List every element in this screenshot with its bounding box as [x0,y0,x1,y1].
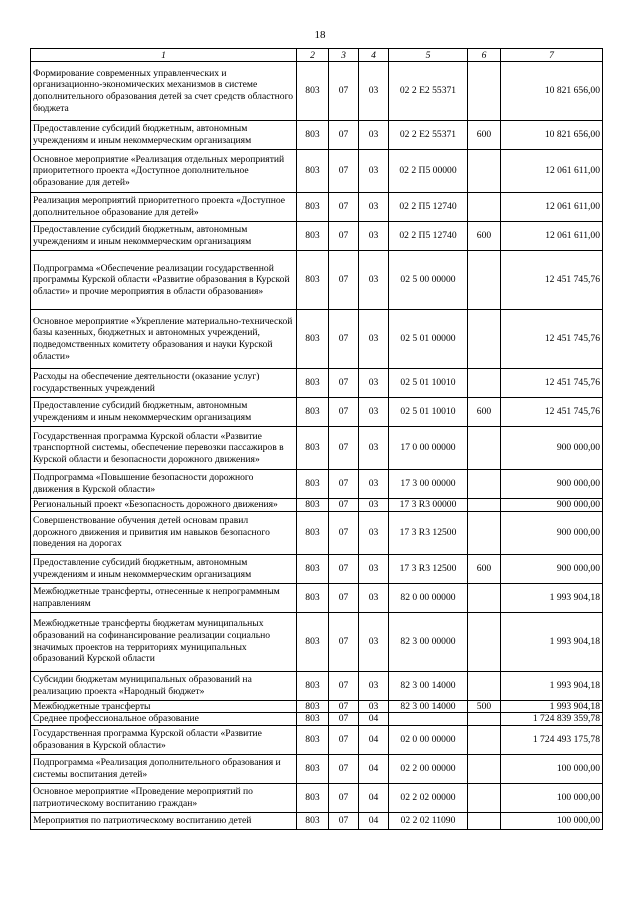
cell-sum: 1 993 904,18 [501,700,603,713]
cell-name: Подпрограмма «Повышение безопасности дорожного движения в Курской области» [31,470,297,499]
cell-pr: 03 [359,554,389,583]
column-number: 1 [31,49,297,62]
cell-sum: 12 061 611,00 [501,222,603,251]
cell-csr: 82 3 00 00000 [389,612,468,671]
cell-pr: 03 [359,121,389,150]
table-row [31,583,603,612]
cell-rz: 07 [329,612,359,671]
cell-vr [468,783,501,812]
cell-glava: 803 [297,511,329,554]
cell-csr: 02 2 00 00000 [389,754,468,783]
cell-name: Среднее профессиональное образование [31,713,297,726]
cell-pr: 03 [359,150,389,193]
cell-rz: 07 [329,812,359,829]
cell-sum: 1 724 493 175,78 [501,725,603,754]
cell-pr: 04 [359,812,389,829]
cell-vr: 600 [468,554,501,583]
cell-vr: 600 [468,222,501,251]
cell-vr [468,62,501,121]
cell-name: Межбюджетные трансферты [31,700,297,713]
cell-rz: 07 [329,700,359,713]
cell-pr: 03 [359,310,389,369]
table-row [31,499,603,512]
cell-sum: 12 061 611,00 [501,193,603,222]
cell-name: Подпрограмма «Обеспечение реализации государственной программы Курской области «Развитие образования в Курской области» и прочие мероприятия в области образования» [31,251,297,310]
table-row [31,310,603,369]
cell-rz: 07 [329,121,359,150]
cell-csr: 02 5 01 00000 [389,310,468,369]
cell-sum: 12 451 745,76 [501,310,603,369]
cell-rz: 07 [329,310,359,369]
cell-pr: 03 [359,470,389,499]
cell-rz: 07 [329,754,359,783]
cell-glava: 803 [297,310,329,369]
cell-rz: 07 [329,222,359,251]
cell-csr: 17 3 R3 12500 [389,511,468,554]
cell-name: Субсидии бюджетам муниципальных образований на реализацию проекта «Народный бюджет» [31,671,297,700]
table-row [31,62,603,121]
cell-sum: 1 993 904,18 [501,612,603,671]
cell-glava: 803 [297,713,329,726]
cell-sum: 900 000,00 [501,499,603,512]
cell-name: Реализация мероприятий приоритетного проекта «Доступное дополнительное образование для детей» [31,193,297,222]
cell-name: Основное мероприятие «Проведение мероприятий по патриотическому воспитанию граждан» [31,783,297,812]
cell-rz: 07 [329,499,359,512]
cell-vr [468,427,501,470]
cell-vr: 600 [468,121,501,150]
cell-glava: 803 [297,251,329,310]
cell-sum: 10 821 656,00 [501,121,603,150]
cell-rz: 07 [329,251,359,310]
cell-name: Формирование современных управленческих и организационно-экономических механизмов в системе дополнительного образования детей за счет средств областного бюджета [31,62,297,121]
cell-rz: 07 [329,369,359,398]
cell-glava: 803 [297,812,329,829]
cell-pr: 03 [359,671,389,700]
budget-table [30,48,603,830]
cell-sum: 12 451 745,76 [501,398,603,427]
cell-glava: 803 [297,700,329,713]
table-row [31,511,603,554]
cell-pr: 04 [359,713,389,726]
table-row [31,612,603,671]
cell-csr: 17 3 R3 00000 [389,499,468,512]
table-row [31,251,603,310]
cell-vr: 600 [468,398,501,427]
cell-glava: 803 [297,583,329,612]
column-number: 3 [329,49,359,62]
cell-glava: 803 [297,193,329,222]
table-row [31,700,603,713]
column-number: 6 [468,49,501,62]
cell-name: Предоставление субсидий бюджетным, автономным учреждениям и иным некоммерческим организациям [31,222,297,251]
cell-csr: 02 2 02 00000 [389,783,468,812]
cell-csr [389,713,468,726]
cell-rz: 07 [329,713,359,726]
cell-name: Региональный проект «Безопасность дорожного движения» [31,499,297,512]
cell-glava: 803 [297,671,329,700]
cell-rz: 07 [329,398,359,427]
cell-vr [468,612,501,671]
cell-pr: 04 [359,783,389,812]
cell-vr [468,470,501,499]
cell-sum: 10 821 656,00 [501,62,603,121]
table-row [31,671,603,700]
cell-glava: 803 [297,121,329,150]
cell-sum: 1 724 839 359,78 [501,713,603,726]
cell-glava: 803 [297,398,329,427]
cell-pr: 03 [359,511,389,554]
cell-csr: 02 0 00 00000 [389,725,468,754]
table-row [31,754,603,783]
cell-name: Мероприятия по патриотическому воспитанию детей [31,812,297,829]
cell-rz: 07 [329,150,359,193]
cell-pr: 03 [359,398,389,427]
cell-glava: 803 [297,369,329,398]
cell-name: Предоставление субсидий бюджетным, автономным учреждениям и иным некоммерческим организациям [31,398,297,427]
cell-name: Межбюджетные трансферты бюджетам муниципальных образований на софинансирование реализации социально значимых проектов на территориях муниципальных образований Курской области [31,612,297,671]
cell-glava: 803 [297,754,329,783]
cell-sum: 900 000,00 [501,554,603,583]
cell-pr: 03 [359,251,389,310]
cell-vr [468,671,501,700]
cell-sum: 100 000,00 [501,754,603,783]
cell-vr [468,193,501,222]
cell-vr [468,369,501,398]
cell-name: Предоставление субсидий бюджетным, автономным учреждениям и иным некоммерческим организациям [31,121,297,150]
cell-rz: 07 [329,783,359,812]
table-row [31,783,603,812]
cell-glava: 803 [297,783,329,812]
cell-glava: 803 [297,222,329,251]
cell-glava: 803 [297,554,329,583]
cell-pr: 03 [359,700,389,713]
cell-pr: 03 [359,193,389,222]
cell-name: Государственная программа Курской области «Развитие образования в Курской области» [31,725,297,754]
cell-vr [468,725,501,754]
cell-sum: 100 000,00 [501,812,603,829]
cell-pr: 04 [359,725,389,754]
cell-sum: 1 993 904,18 [501,671,603,700]
cell-rz: 07 [329,583,359,612]
cell-name: Подпрограмма «Реализация дополнительного образования и системы воспитания детей» [31,754,297,783]
cell-rz: 07 [329,725,359,754]
cell-csr: 02 2 П5 12740 [389,222,468,251]
table-row [31,713,603,726]
cell-pr: 03 [359,222,389,251]
table-row [31,725,603,754]
cell-rz: 07 [329,671,359,700]
table-row [31,222,603,251]
cell-csr: 02 5 01 10010 [389,398,468,427]
cell-vr [468,251,501,310]
table-row [31,812,603,829]
cell-rz: 07 [329,554,359,583]
cell-csr: 82 3 00 14000 [389,671,468,700]
cell-name: Государственная программа Курской области «Развитие транспортной системы, обеспечение перевозки пассажиров в Курской области и безопасности дорожного движения» [31,427,297,470]
cell-name: Основное мероприятие «Реализация отдельных мероприятий приоритетного проекта «Доступное дополнительное образование для детей» [31,150,297,193]
column-number: 4 [359,49,389,62]
cell-csr: 17 3 00 00000 [389,470,468,499]
cell-rz: 07 [329,193,359,222]
cell-sum: 900 000,00 [501,427,603,470]
cell-vr [468,754,501,783]
cell-sum: 900 000,00 [501,511,603,554]
table-row [31,470,603,499]
cell-glava: 803 [297,62,329,121]
table-row [31,121,603,150]
cell-sum: 900 000,00 [501,470,603,499]
cell-vr [468,812,501,829]
cell-glava: 803 [297,725,329,754]
cell-rz: 07 [329,470,359,499]
cell-csr: 17 3 R3 12500 [389,554,468,583]
cell-csr: 02 2 02 11090 [389,812,468,829]
cell-glava: 803 [297,499,329,512]
cell-glava: 803 [297,612,329,671]
cell-vr [468,499,501,512]
table-row [31,427,603,470]
cell-vr [468,713,501,726]
table-row [31,150,603,193]
cell-csr: 02 2 E2 55371 [389,62,468,121]
cell-sum: 12 451 745,76 [501,369,603,398]
cell-name: Совершенствование обучения детей основам правил дорожного движения и привития им навыков безопасного поведения на дорогах [31,511,297,554]
table-row [31,554,603,583]
column-number-row [31,49,603,62]
cell-sum: 100 000,00 [501,783,603,812]
cell-pr: 03 [359,427,389,470]
cell-name: Предоставление субсидий бюджетным, автономным учреждениям и иным некоммерческим организациям [31,554,297,583]
page-number: 18 [314,29,326,41]
cell-pr: 04 [359,754,389,783]
cell-vr [468,150,501,193]
cell-vr [468,511,501,554]
cell-csr: 02 5 01 10010 [389,369,468,398]
table-row [31,193,603,222]
cell-pr: 03 [359,62,389,121]
cell-csr: 02 2 П5 00000 [389,150,468,193]
cell-csr: 02 2 П5 12740 [389,193,468,222]
cell-rz: 07 [329,427,359,470]
cell-csr: 02 5 00 00000 [389,251,468,310]
cell-vr [468,310,501,369]
cell-csr: 82 3 00 14000 [389,700,468,713]
cell-name: Расходы на обеспечение деятельности (оказание услуг) государственных учреждений [31,369,297,398]
cell-csr: 17 0 00 00000 [389,427,468,470]
table-row [31,369,603,398]
cell-vr: 500 [468,700,501,713]
cell-glava: 803 [297,470,329,499]
cell-name: Основное мероприятие «Укрепление материально-технической базы казенных, бюджетных и автономных учреждений, подведомственных комитету образования и науки Курской области» [31,310,297,369]
cell-pr: 03 [359,583,389,612]
cell-sum: 12 451 745,76 [501,251,603,310]
cell-rz: 07 [329,511,359,554]
cell-name: Межбюджетные трансферты, отнесенные к непрограммным направлениям [31,583,297,612]
cell-vr [468,583,501,612]
cell-glava: 803 [297,150,329,193]
cell-rz: 07 [329,62,359,121]
cell-sum: 1 993 904,18 [501,583,603,612]
cell-pr: 03 [359,369,389,398]
cell-glava: 803 [297,427,329,470]
cell-sum: 12 061 611,00 [501,150,603,193]
cell-csr: 02 2 E2 55371 [389,121,468,150]
cell-pr: 03 [359,612,389,671]
column-number: 7 [501,49,603,62]
cell-csr: 82 0 00 00000 [389,583,468,612]
column-number: 5 [389,49,468,62]
column-number: 2 [297,49,329,62]
cell-pr: 03 [359,499,389,512]
table-row [31,398,603,427]
